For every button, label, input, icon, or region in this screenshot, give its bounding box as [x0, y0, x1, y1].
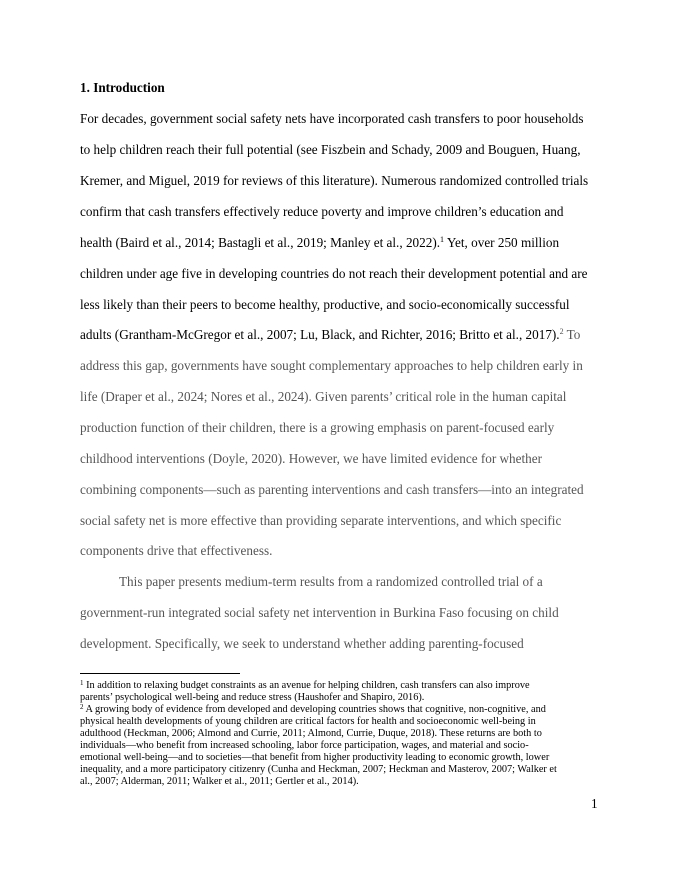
footnote-text: A growing body of evidence from developed and developing countries shows that cognitive, non-cognitive, and	[83, 704, 546, 715]
body-line: social safety net is more effective than providing separate interventions, and which specific	[80, 513, 562, 528]
footnote-marker-2: 2	[80, 703, 84, 711]
body-line: government-run integrated social safety net intervention in Burkina Faso focusing on child	[80, 605, 559, 620]
footnote-2-line: inequality, and a more participatory citizenry (Cunha and Heckman, 2007; Heckman and Masterov, 2007; Walker et	[80, 764, 557, 775]
body-line: This paper presents medium-term results from a randomized controlled trial of a	[119, 574, 543, 589]
footnote-marker-1: 1	[80, 679, 84, 687]
page-number: 1	[591, 796, 598, 811]
body-text: Yet, over 250 million	[444, 235, 560, 250]
body-line: For decades, government social safety nets have incorporated cash transfers to poor households	[80, 111, 584, 126]
body-line: confirm that cash transfers effectively reduce poverty and improve children’s education and	[80, 204, 564, 219]
body-line: components drive that effectiveness.	[80, 543, 273, 558]
body-line: to help children reach their full potential (see Fiszbein and Schady, 2009 and Bouguen, Huang,	[80, 142, 581, 157]
body-line: less likely than their peers to become healthy, productive, and socio-economically successful	[80, 297, 570, 312]
footnote-separator	[80, 673, 240, 674]
footnote-2-line: adulthood (Heckman, 2006; Almond and Currie, 2011; Almond, Currie, Duque, 2018). These returns are both to	[80, 728, 542, 739]
footnote-ref-2[interactable]: 2	[559, 327, 564, 336]
body-line: production function of their children, there is a growing emphasis on parent-focused early	[80, 420, 555, 435]
body-line: life (Draper et al., 2024; Nores et al., 2024). Given parents’ critical role in the human capital	[80, 389, 567, 404]
body-line	[80, 234, 600, 252]
body-text: health (Baird et al., 2014; Bastagli et al., 2019; Manley et al., 2022).	[80, 235, 441, 250]
body-text: To	[563, 327, 581, 342]
footnote-2-line: physical health developments of young children are critical factors for health and socioeconomic well-being in	[80, 716, 536, 727]
footnote-1-line: parents’ psychological well-being and reduce stress (Haushofer and Shapiro, 2016).	[80, 692, 425, 703]
body-line: Kremer, and Miguel, 2019 for reviews of this literature). Numerous randomized controlled trials	[80, 173, 589, 188]
body-line: address this gap, governments have sought complementary approaches to help children early in	[80, 358, 583, 373]
body-line: combining components—such as parenting interventions and cash transfers—into an integrated	[80, 482, 584, 497]
body-line: childhood interventions (Doyle, 2020). However, we have limited evidence for whether	[80, 451, 542, 466]
footnote-text: In addition to relaxing budget constraints as an avenue for helping children, cash transfers can also improve	[83, 680, 530, 691]
body-line	[80, 326, 600, 344]
footnote-2-line: al., 2007; Alderman, 2011; Walker et al., 2011; Gertler et al., 2014).	[80, 776, 359, 787]
footnote-ref-1[interactable]: 1	[440, 235, 445, 244]
footnote-1-line	[80, 680, 600, 692]
body-line: development. Specifically, we seek to understand whether adding parenting-focused	[80, 636, 524, 651]
footnote-2-line: individuals—who benefit from increased schooling, labor force participation, wages, and material and socio-	[80, 740, 529, 751]
section-heading: 1. Introduction	[80, 80, 165, 95]
body-text: adults (Grantham-McGregor et al., 2007; Lu, Black, and Richter, 2016; Britto et al., 2017).	[80, 327, 560, 342]
footnote-2-line	[80, 704, 600, 716]
body-line: children under age five in developing countries do not reach their development potential and are	[80, 266, 588, 281]
footnote-2-line: emotional well-being—and to societies—that benefit from higher productivity leading to economic growth, lower	[80, 752, 550, 763]
